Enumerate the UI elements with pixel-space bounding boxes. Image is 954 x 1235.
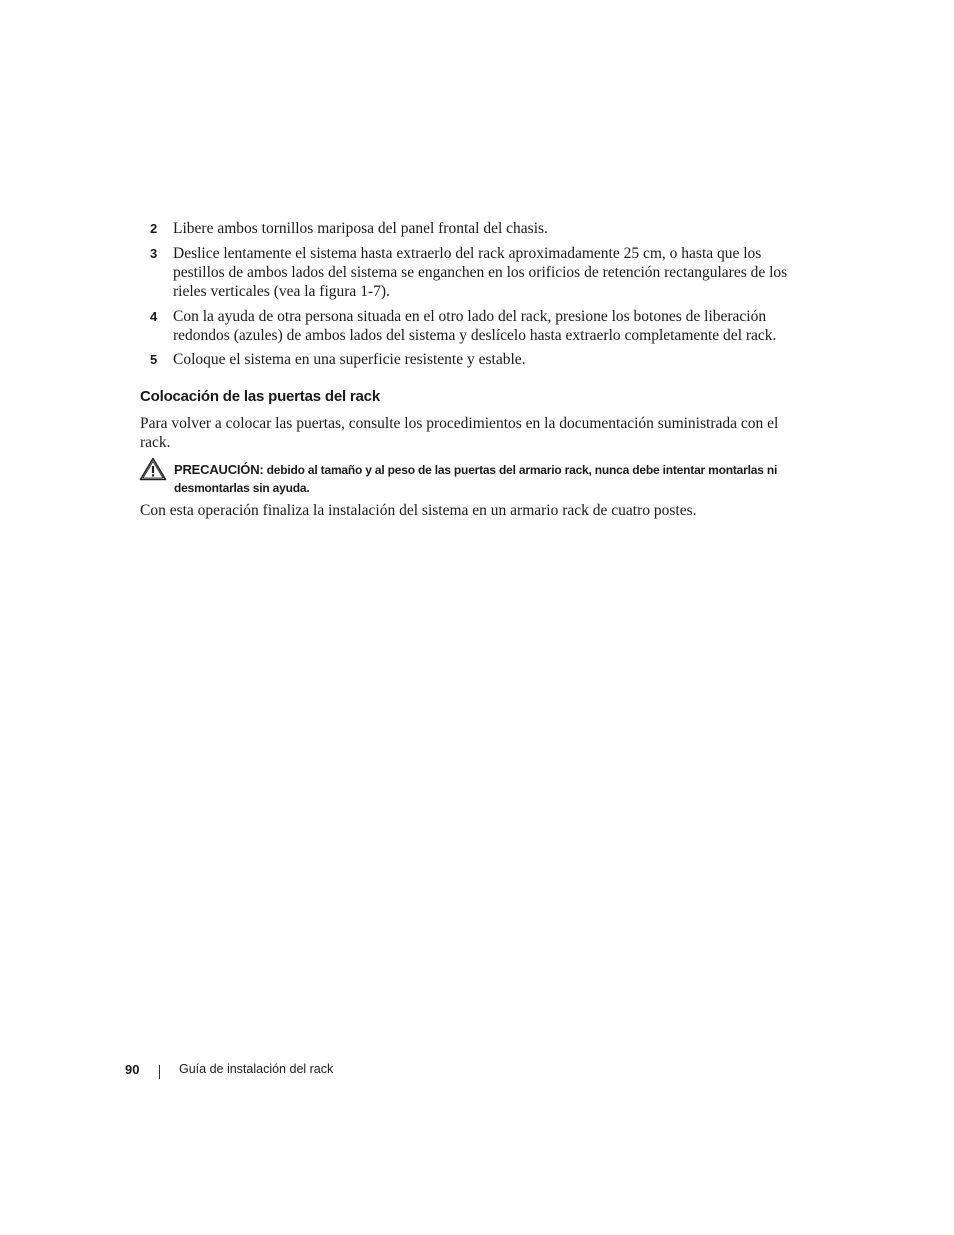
caution-note — [174, 461, 794, 497]
closing-paragraph: Con esta operación finaliza la instalación del sistema en un armario rack de cuatro postes. — [140, 502, 697, 519]
intro-paragraph: Para volver a colocar las puertas, consulte los procedimientos en la documentación suministrada con el rack. — [140, 415, 779, 451]
step-number: 5 — [150, 352, 158, 367]
step-text: Coloque el sistema en una superficie resistente y estable. — [173, 351, 526, 368]
step-text: Libere ambos tornillos mariposa del panel frontal del chasis. — [173, 220, 548, 237]
step-text: Con la ayuda de otra persona situada en el otro lado del rack, presione los botones de liberación redondos (azules) de ambos lados del sistema y deslícelo hasta extraerlo completamente del rack. — [173, 308, 777, 344]
page-number: 90 — [125, 1062, 140, 1077]
footer-title: Guía de instalación del rack — [179, 1062, 334, 1076]
caution-body: debido al tamaño y al peso de las puertas del armario rack, nunca debe intentar montarlas ni desmontarlas sin ayuda. — [174, 463, 778, 495]
footer-divider — [159, 1065, 160, 1079]
step-number: 4 — [150, 309, 158, 324]
warning-triangle-icon — [139, 457, 167, 481]
section-heading: Colocación de las puertas del rack — [140, 388, 380, 405]
caution-label: PRECAUCIÓN: — [174, 462, 264, 477]
step-text: Deslice lentamente el sistema hasta extraerlo del rack aproximadamente 25 cm, o hasta que los pestillos de ambos lados del sistema se enganchen en los orificios de retención rectangulares de los rieles verticales (vea la figura 1-7). — [173, 245, 788, 300]
step-number: 3 — [150, 246, 158, 261]
step-number: 2 — [150, 221, 158, 236]
